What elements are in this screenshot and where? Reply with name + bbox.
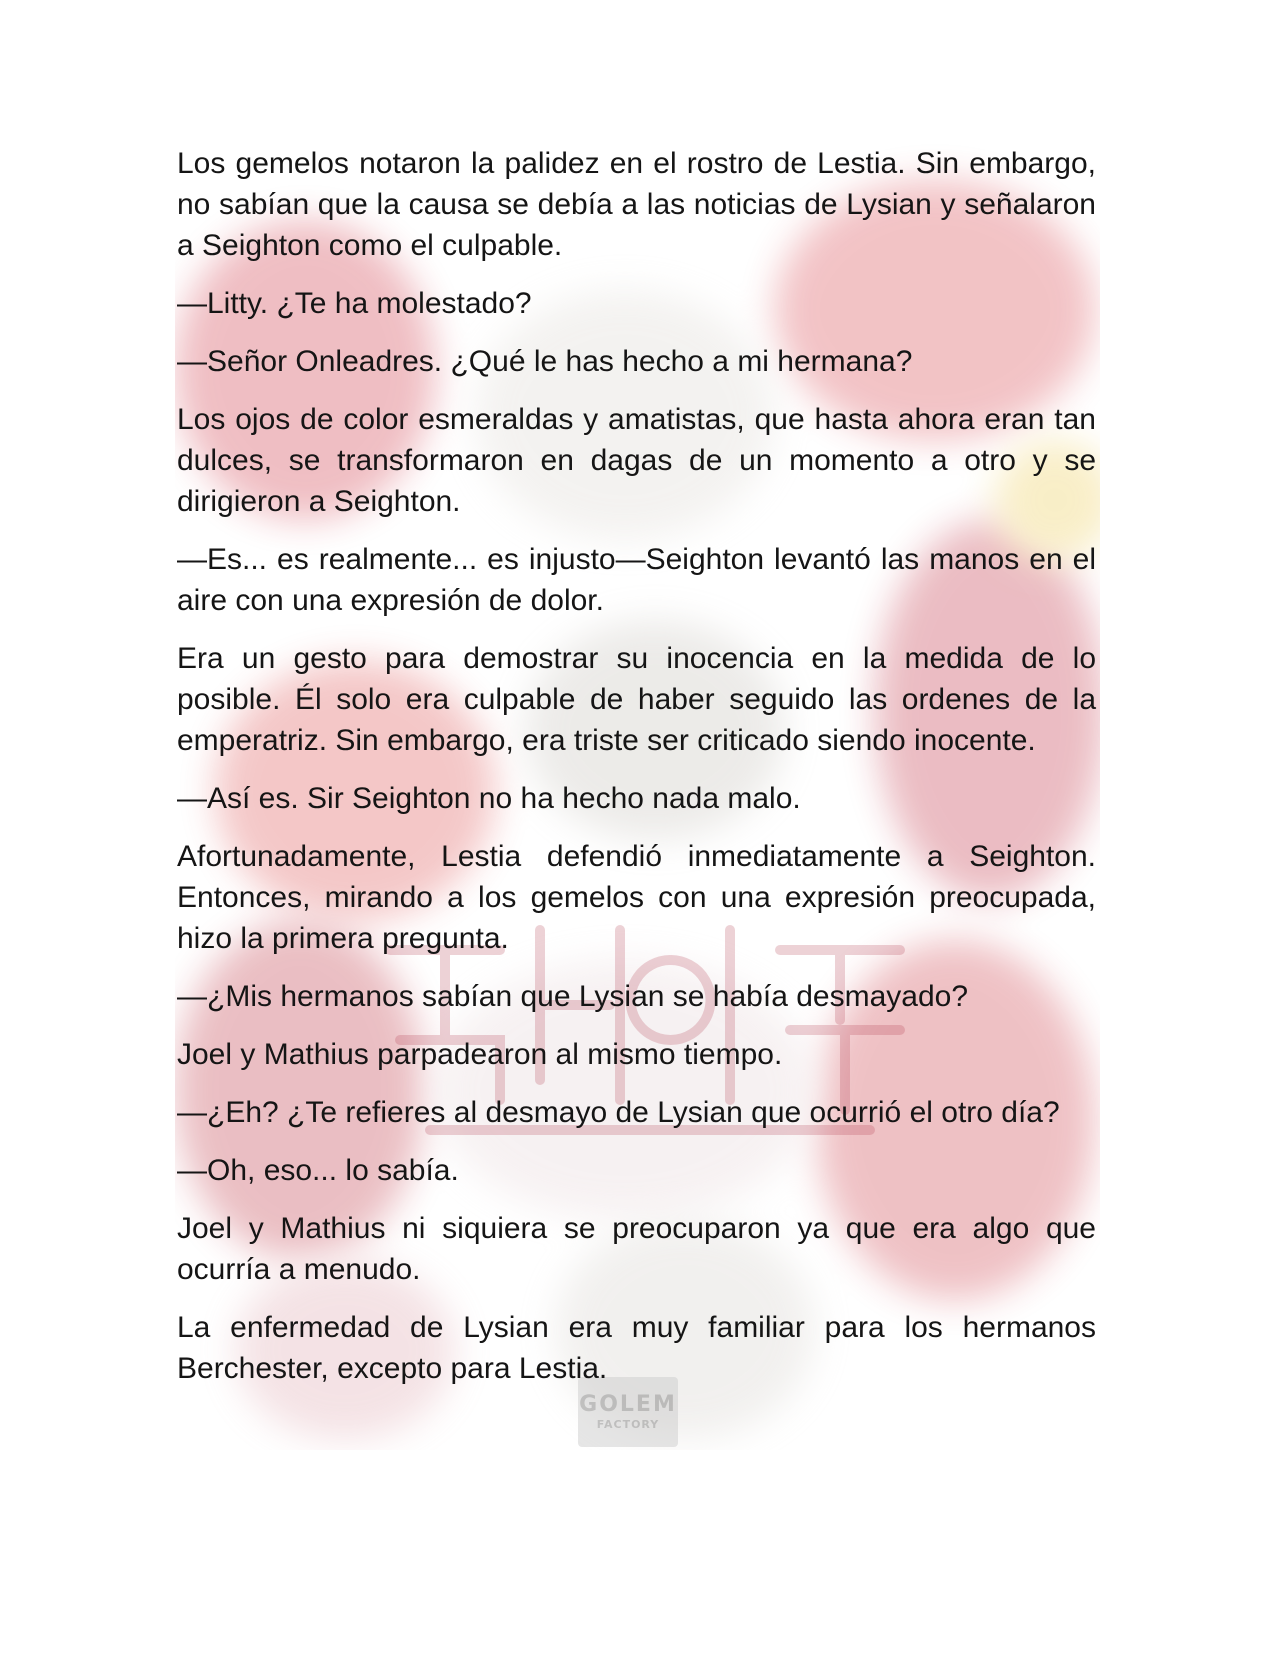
studio-logo-line2: FACTORY	[596, 1418, 660, 1431]
paragraph-4: Los ojos de color esmeraldas y amatistas, que hasta ahora eran tan dulces, se transformaron en dagas de un momento a otro y se dirigieron a Seighton.	[177, 403, 1096, 518]
paragraph-6: Era un gesto para demostrar su inocencia en la medida de lo posible. Él solo era culpable de haber seguido las ordenes de la emperatriz. Sin embargo, era triste ser criticado siendo inocente.	[177, 642, 1096, 757]
paragraph-10: Joel y Mathius parpadearon al mismo tiempo.	[177, 1038, 783, 1071]
paragraph-12: —Oh, eso... lo sabía.	[177, 1154, 459, 1187]
paragraph-7: —Así es. Sir Seighton no ha hecho nada malo.	[177, 782, 801, 815]
paragraph-3: —Señor Onleadres. ¿Qué le has hecho a mi hermana?	[177, 345, 913, 378]
paragraph-8: Afortunadamente, Lestia defendió inmediatamente a Seighton. Entonces, mirando a los gemelos con una expresión preocupada, hizo la primera pregunta.	[177, 840, 1096, 955]
paragraph-14: La enfermedad de Lysian era muy familiar para los hermanos Berchester, excepto para Lestia.	[177, 1311, 1096, 1385]
paragraph-1: Los gemelos notaron la palidez en el rostro de Lestia. Sin embargo, no sabían que la causa se debía a las noticias de Lysian y señalaron a Seighton como el culpable.	[177, 147, 1096, 262]
paragraph-13: Joel y Mathius ni siquiera se preocuparon ya que era algo que ocurría a menudo.	[177, 1212, 1096, 1286]
studio-logo-line1: GOLEM	[579, 1392, 677, 1417]
body-text	[177, 143, 1096, 1406]
paragraph-5: —Es... es realmente... es injusto—Seighton levantó las manos en el aire con una expresión de dolor.	[177, 543, 1096, 617]
paragraph-9: —¿Mis hermanos sabían que Lysian se había desmayado?	[177, 980, 969, 1013]
paragraph-11: —¿Eh? ¿Te refieres al desmayo de Lysian que ocurrió el otro día?	[177, 1096, 1060, 1129]
paragraph-2: —Litty. ¿Te ha molestado?	[177, 287, 532, 320]
